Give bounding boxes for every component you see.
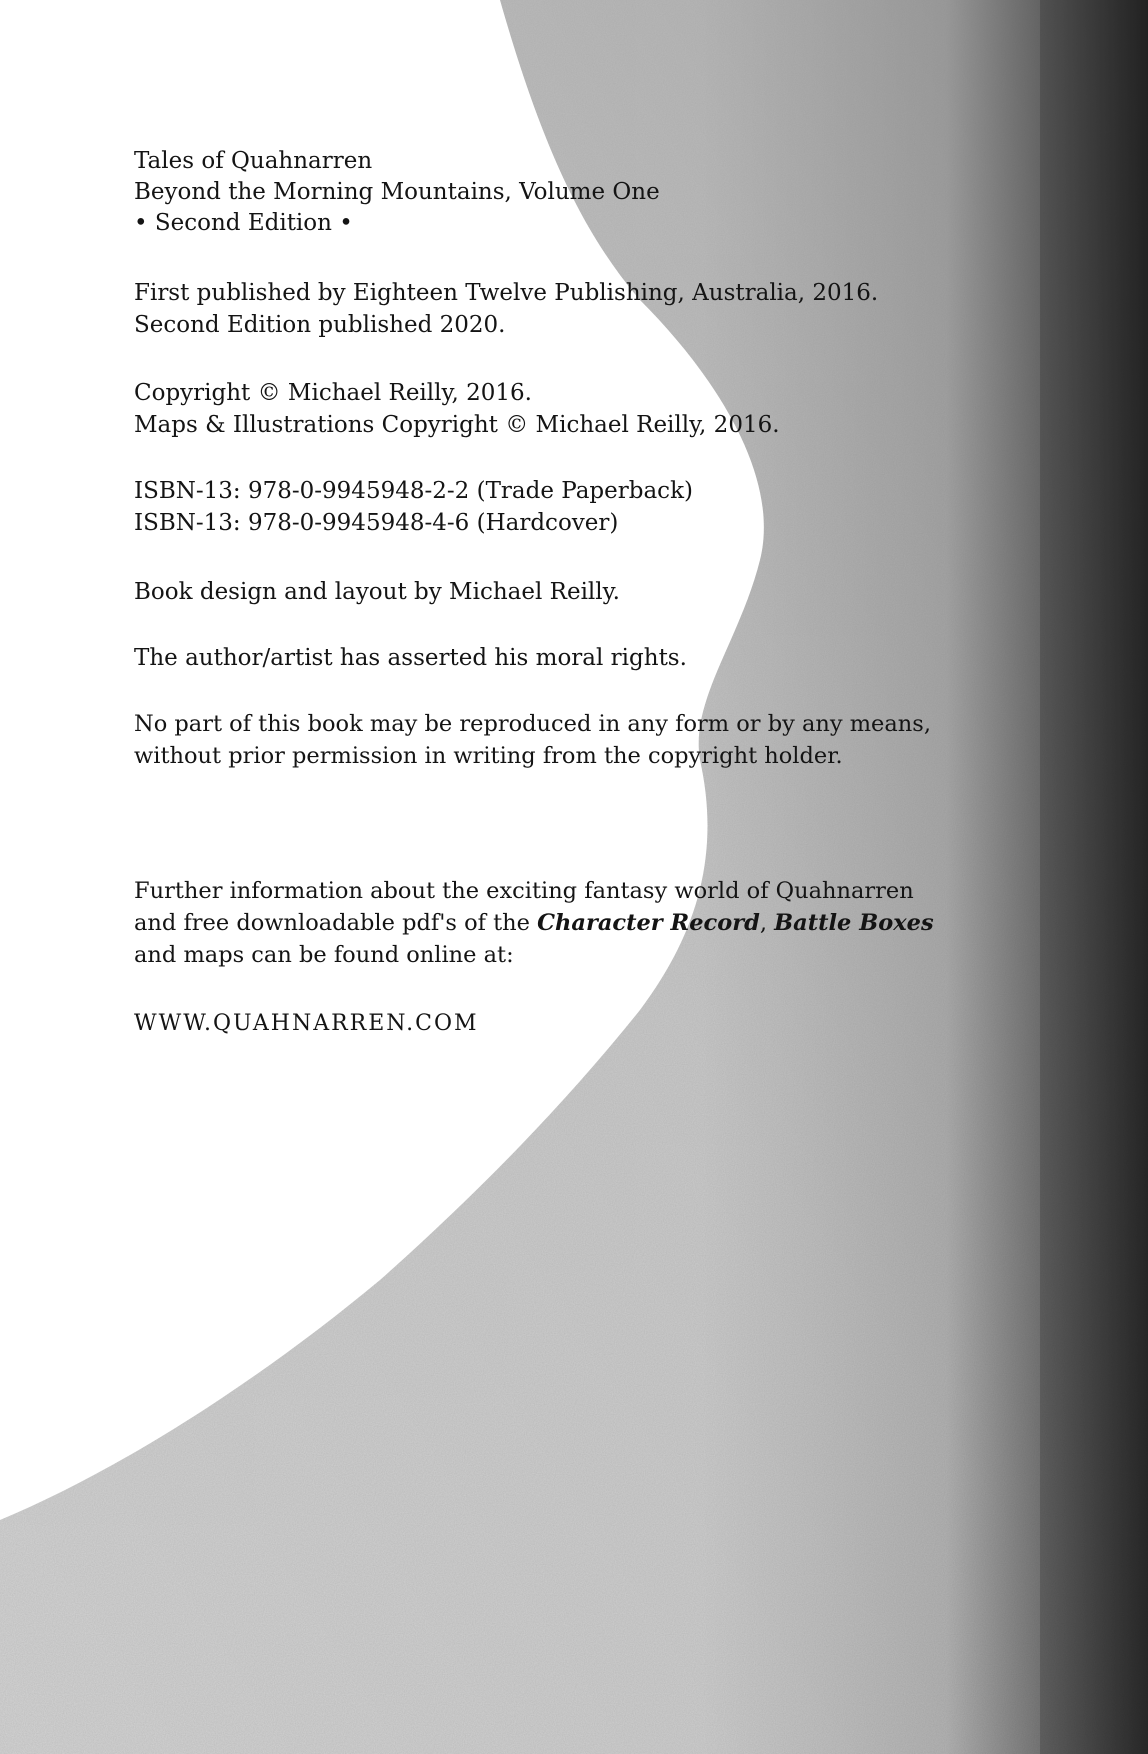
design-credit: Book design and layout by Michael Reilly. (134, 579, 620, 605)
maps-copyright-notice: Maps & Illustrations Copyright © Michael Reilly, 2016. (134, 412, 780, 438)
further-info-line-3: and maps can be found online at: (134, 942, 514, 968)
series-title: Tales of Quahnarren (134, 148, 373, 174)
edition-line: • Second Edition • (134, 210, 353, 236)
reproduction-notice-line-2: without prior permission in writing from the copyright holder. (134, 743, 843, 769)
moral-rights: The author/artist has asserted his moral rights. (134, 645, 687, 671)
copyright-notice: Copyright © Michael Reilly, 2016. (134, 380, 532, 406)
further-info-separator: , (759, 910, 775, 936)
character-record-title: Character Record (537, 910, 760, 936)
book-title: Beyond the Morning Mountains, Volume One (134, 179, 660, 205)
further-info-line-1: Further information about the exciting fantasy world of Quahnarren (134, 878, 914, 904)
second-edition-published: Second Edition published 2020. (134, 312, 506, 338)
reproduction-notice-line-1: No part of this book may be reproduced in any form or by any means, (134, 711, 931, 737)
isbn-paperback: ISBN-13: 978-0-9945948-2-2 (Trade Paperback) (134, 478, 693, 504)
further-info-prefix: and free downloadable pdf's of the (134, 910, 538, 936)
isbn-hardcover: ISBN-13: 978-0-9945948-4-6 (Hardcover) (134, 510, 619, 536)
first-published: First published by Eighteen Twelve Publishing, Australia, 2016. (134, 280, 879, 306)
further-info-line-2 (134, 910, 934, 936)
battle-boxes-title: Battle Boxes (774, 910, 934, 936)
website-url[interactable]: WWW.QUAHNARREN.COM (134, 1011, 479, 1036)
